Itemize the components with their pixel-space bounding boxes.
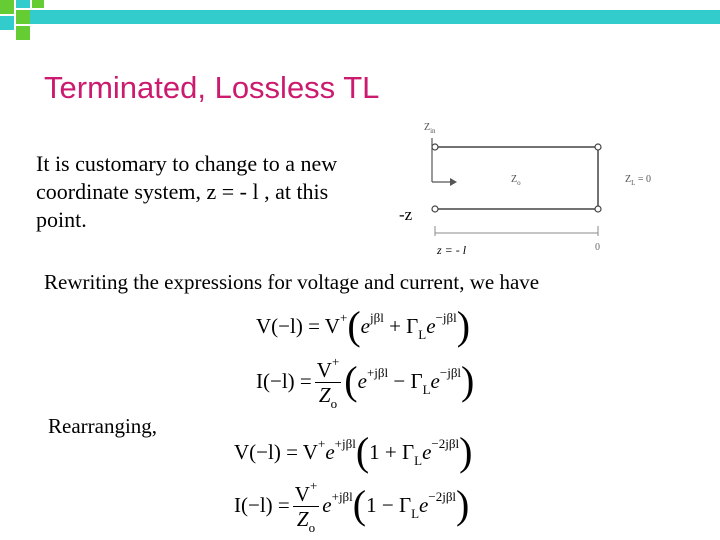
- zl-label: $Z_L = 0$: [625, 174, 652, 187]
- eq-exp-base: e: [357, 368, 367, 393]
- z-eq-neg-l-label: z = - l: [437, 243, 467, 256]
- eq-fraction: $\frac{V^+}{Z_o}$: [293, 474, 320, 540]
- eq-exponent: +jβl: [331, 488, 353, 504]
- voltage-equation: [256, 302, 470, 349]
- zin-label: $Z_{in}$: [424, 122, 436, 135]
- slide-title: Terminated, Lossless TL: [44, 70, 380, 105]
- eq-exp-base: e: [430, 368, 440, 393]
- eq-exp-base: e: [360, 314, 370, 338]
- eq-subscript: L: [414, 453, 423, 468]
- eq-exp-base: e: [422, 440, 432, 464]
- rearranging-text: Rearranging,: [48, 414, 158, 438]
- eq-subscript: L: [411, 505, 420, 521]
- current-equation-rearranged: [234, 474, 469, 540]
- eq-exponent: −2jβl: [428, 488, 457, 504]
- right-paren-icon: ): [456, 303, 471, 348]
- eq-fraction: $\frac{V^+}{Z_o}$: [315, 350, 342, 416]
- eq-exp-base: e: [419, 492, 429, 517]
- corner-square: [16, 26, 30, 40]
- eq-exp-base: e: [426, 314, 436, 338]
- intro-paragraph: It is customary to change to a new coordinate system, z = - l , at this point.: [36, 151, 338, 232]
- terminal: [432, 206, 438, 212]
- corner-square: [32, 0, 44, 8]
- eq-subscript: L: [422, 381, 431, 397]
- eq-sup: +: [317, 436, 326, 451]
- eq-exponent: −2jβl: [431, 436, 460, 451]
- transmission-line-diagram: [395, 116, 705, 256]
- eq-exponent: −jβl: [435, 310, 457, 325]
- terminal: [595, 206, 601, 212]
- corner-square: [16, 0, 30, 8]
- right-paren-icon: ): [456, 481, 470, 527]
- eq-exponent: jβl: [369, 310, 384, 325]
- eq-exponent: +jβl: [366, 364, 389, 380]
- eq-operator: + Γ: [383, 314, 419, 338]
- zin-arrow-head-icon: [450, 178, 457, 186]
- eq-operator: − Γ: [388, 368, 423, 393]
- eq-body: 1 − Γ: [366, 492, 412, 517]
- top-accent-bar: [30, 10, 720, 24]
- eq-exponent: +jβl: [334, 436, 356, 451]
- neg-z-label: -z: [399, 205, 413, 224]
- eq-exp-base: e: [322, 492, 332, 517]
- terminal: [432, 144, 438, 150]
- left-paren-icon: (: [347, 303, 361, 348]
- rewriting-text: Rewriting the expressions for voltage and current, we have: [44, 270, 540, 294]
- voltage-equation-rearranged: [234, 428, 472, 475]
- corner-square: [0, 0, 14, 14]
- eq-subscript: L: [418, 327, 427, 342]
- z0-label: $Z_o$: [511, 174, 521, 187]
- right-paren-icon: ): [461, 357, 475, 403]
- eq-lhs: V(−l) = V: [256, 314, 340, 338]
- current-equation: [256, 350, 474, 416]
- left-paren-icon: (: [352, 481, 367, 527]
- terminal: [595, 144, 601, 150]
- left-paren-icon: (: [344, 357, 358, 403]
- eq-body: 1 + Γ: [369, 440, 415, 464]
- eq-sup: +: [339, 310, 348, 325]
- eq-lhs: V(−l) = V: [234, 440, 318, 464]
- corner-square: [0, 16, 14, 30]
- corner-square: [16, 10, 30, 24]
- right-paren-icon: ): [459, 429, 473, 474]
- eq-lhs: I(−l) =: [234, 492, 290, 517]
- eq-exponent: −jβl: [439, 364, 462, 380]
- eq-exp-base: e: [325, 440, 335, 464]
- eq-lhs: I(−l) =: [256, 368, 312, 393]
- zero-label: 0: [595, 242, 600, 253]
- left-paren-icon: (: [355, 429, 370, 474]
